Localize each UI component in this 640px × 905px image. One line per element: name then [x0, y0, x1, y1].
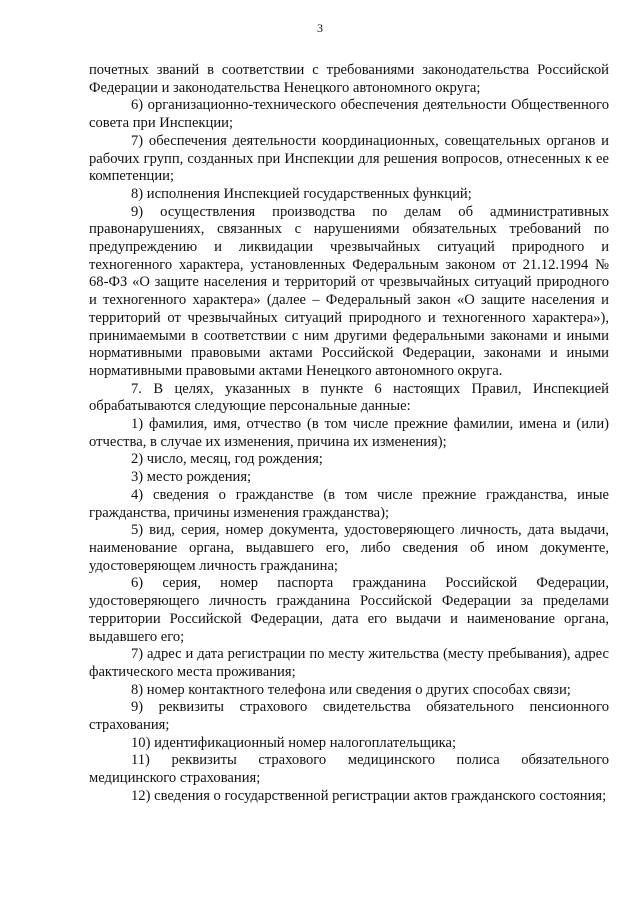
- data-item-3: 3) место рождения;: [131, 469, 252, 486]
- data-item-6: 6) серия, номер паспорта гражданина Российской Федерации, удостоверяющего личность гражданина Российской Федерации за пределами территории Российской Федерации, дата его выдачи и наименование органа, выдавшего его;: [89, 575, 609, 645]
- paragraph-continuation: почетных званий в соответствии с требованиями законодательства Российской Федерации и законодательства Ненецкого автономного округа;: [89, 62, 609, 96]
- list-item-6: 6) организационно-технического обеспечения деятельности Общественного совета при Инспекции;: [89, 97, 609, 132]
- document-body: [89, 62, 609, 806]
- data-item-4: 4) сведения о гражданстве (в том числе прежние гражданства, иные гражданства, причины изменения гражданства);: [89, 486, 609, 521]
- data-item-8: 8) номер контактного телефона или сведения о других способах связи;: [131, 681, 571, 698]
- data-item-10: 10) идентификационный номер налогоплательщика;: [131, 734, 457, 751]
- list-item-8: 8) исполнения Инспекцией государственных функций;: [131, 185, 472, 202]
- data-item-12: 12) сведения о государственной регистрации актов гражданского состояния;: [131, 787, 607, 804]
- list-item-7: 7) обеспечения деятельности координационных, совещательных органов и рабочих групп, созданных при Инспекции для решения вопросов, отнесенных к ее компетенции;: [89, 132, 609, 185]
- list-item-9: 9) осуществления производства по делам об административных правонарушениях, связанных с нарушениями обязательных требований по предупреждению и ликвидации чрезвычайных ситуаций природного и техногенного характера, установленных Федеральным законом от 21.12.1994 № 68-ФЗ «О защите населения и территорий от чрезвычайных ситуаций природного и техногенного характера» (далее – Федеральный закон «О защите населения и территорий от чрезвычайных ситуаций природного и техногенного характера»), принимаемыми в соответствии с ним другими федеральными законами и иными нормативными правовыми актами Российской Федерации, законами и иными нормативными правовыми актами Ненецкого автономного округа.: [89, 203, 609, 379]
- data-item-9: 9) реквизиты страхового свидетельства обязательного пенсионного страхования;: [89, 699, 609, 734]
- data-item-11: 11) реквизиты страхового медицинского полиса обязательного медицинского страхования;: [89, 752, 609, 787]
- clause-7: 7. В целях, указанных в пункте 6 настоящих Правил, Инспекцией обрабатываются следующие персональные данные:: [89, 380, 609, 415]
- data-item-5: 5) вид, серия, номер документа, удостоверяющего личность, дата выдачи, наименование органа, выдавшего его, либо сведения об ином документе, удостоверяющем личность гражданина;: [89, 522, 609, 574]
- data-item-1: 1) фамилия, имя, отчество (в том числе прежние фамилии, имена и (или) отчества, в случае их изменения, причина их изменения);: [89, 416, 609, 450]
- data-item-2: 2) число, месяц, год рождения;: [131, 451, 323, 468]
- data-item-7: 7) адрес и дата регистрации по месту жительства (месту пребывания), адрес фактического места проживания;: [89, 646, 609, 680]
- page-number: 3: [317, 21, 323, 35]
